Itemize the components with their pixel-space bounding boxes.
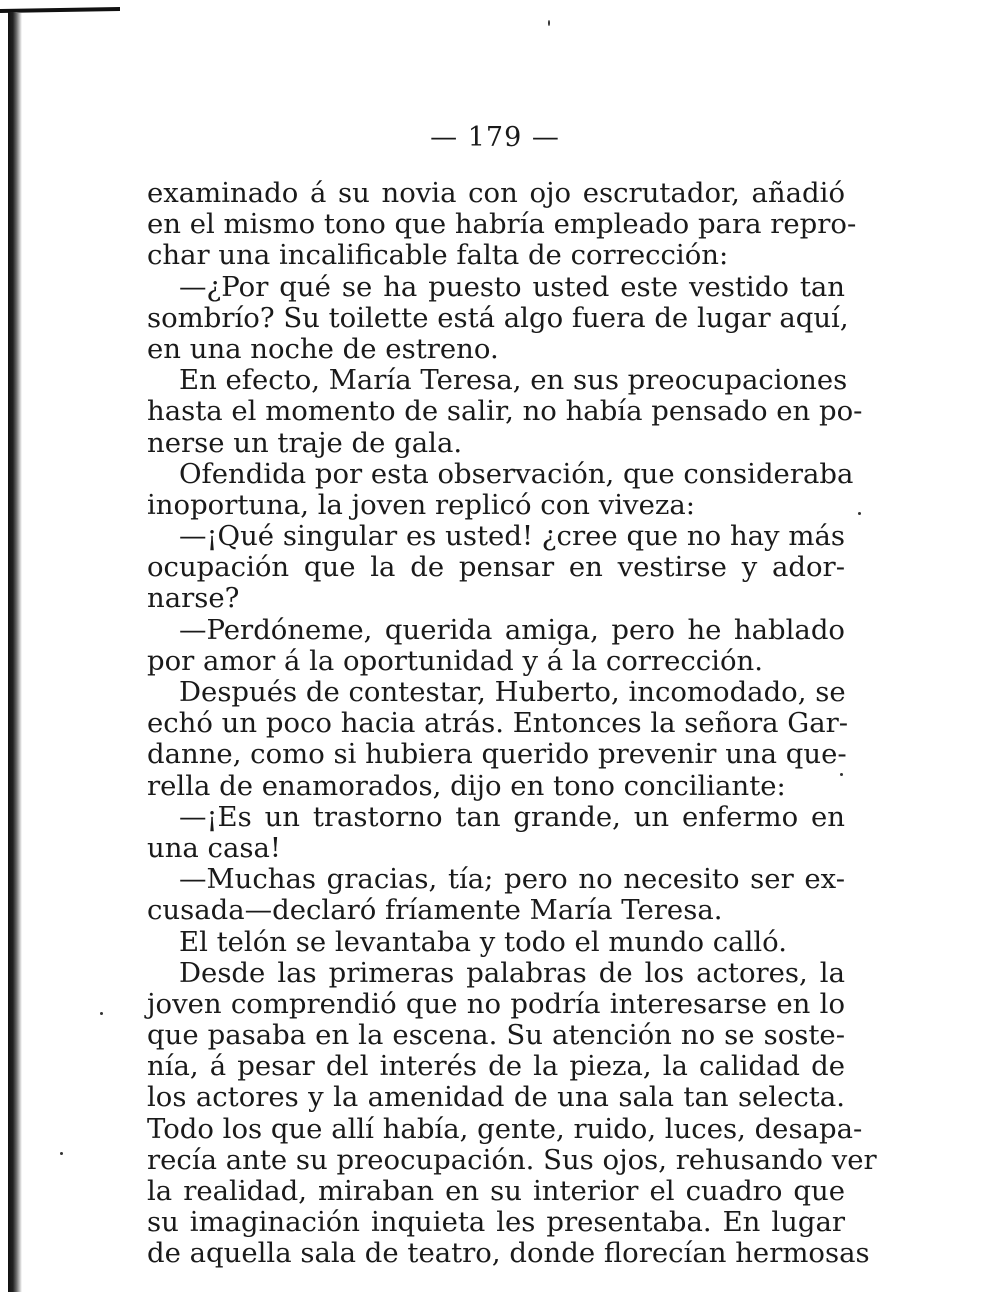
binding-edge [0,8,120,1293]
text-line: —Perdóneme, querida amiga, pero he hablado [179,613,845,646]
text-line: su imaginación inquieta les presentaba. En lugar [147,1206,845,1239]
text-line: Después de contestar, Huberto, incomodado, se [179,676,846,708]
text-line: Todo los que allí había, gente, ruido, luces, desapa- [147,1112,863,1145]
text-line: los actores y la amenidad de una sala tan selecta. [147,1081,845,1114]
text-line: que pasaba en la escena. Su atención no se soste- [147,1019,845,1052]
text-line: en una noche de estreno. [147,332,499,365]
text-line: narse? [147,582,240,615]
text-line: En efecto, María Teresa, en sus preocupaciones [179,364,848,397]
text-line: una casa! [147,831,281,864]
text-line: —¡Qué singular es usted! ¿cree que no hay más [179,520,845,553]
text-line: Ofendida por esta observación, que consideraba [179,457,854,490]
text-line: joven comprendió que no podría interesarse en lo [147,987,845,1020]
scan-speck [858,512,861,515]
text-line: —Muchas gracias, tía; pero no necesito ser ex- [179,863,845,896]
text-line: inoportuna, la joven replicó con viveza: [147,488,696,521]
text-line: echó un poco hacia atrás. Entonces la señora Gar- [147,707,849,740]
text-line: examinado á su novia con ojo escrutador, añadió [147,177,845,209]
scan-speck [548,20,550,26]
text-line: hasta el momento de salir, no había pensado en po- [147,395,863,428]
text-line: cusada—declaró fríamente María Teresa. [147,894,723,927]
text-line: Desde las primeras palabras de los actores, la [179,956,845,989]
page-number: — 179 — [430,122,560,153]
text-line: nía, á pesar del interés de la pieza, la calidad de [147,1050,845,1083]
text-line: nerse un traje de gala. [147,426,463,459]
text-line: la realidad, miraban en su interior el cuadro que [147,1175,845,1207]
binding-rule-left [8,12,22,1292]
text-line: danne, como si hubiera querido prevenir una que- [147,738,847,771]
text-line: —¿Por qué se ha puesto usted este vestido tan [179,270,845,303]
text-line: char una incalificable falta de corrección: [147,239,729,272]
text-line: por amor á la oportunidad y á la corrección. [147,644,763,677]
body-text [147,177,877,1270]
text-line: ocupación que la de pensar en vestirse y ador- [147,551,845,584]
text-line: recía ante su preocupación. Sus ojos, rehusando ver [147,1143,877,1176]
text-line: de aquella sala de teatro, donde florecían hermosas [147,1237,870,1270]
text-line: El telón se levantaba y todo el mundo calló. [179,925,787,958]
text-line: en el mismo tono que habría empleado para repro- [147,208,857,241]
text-line: —¡Es un trastorno tan grande, un enfermo en [179,800,845,833]
text-line: rella de enamorados, dijo en tono conciliante: [147,769,786,802]
text-line: sombrío? Su toilette está algo fuera de lugar aquí, [147,301,849,334]
scan-speck [100,1012,103,1015]
scan-speck [60,1152,63,1155]
